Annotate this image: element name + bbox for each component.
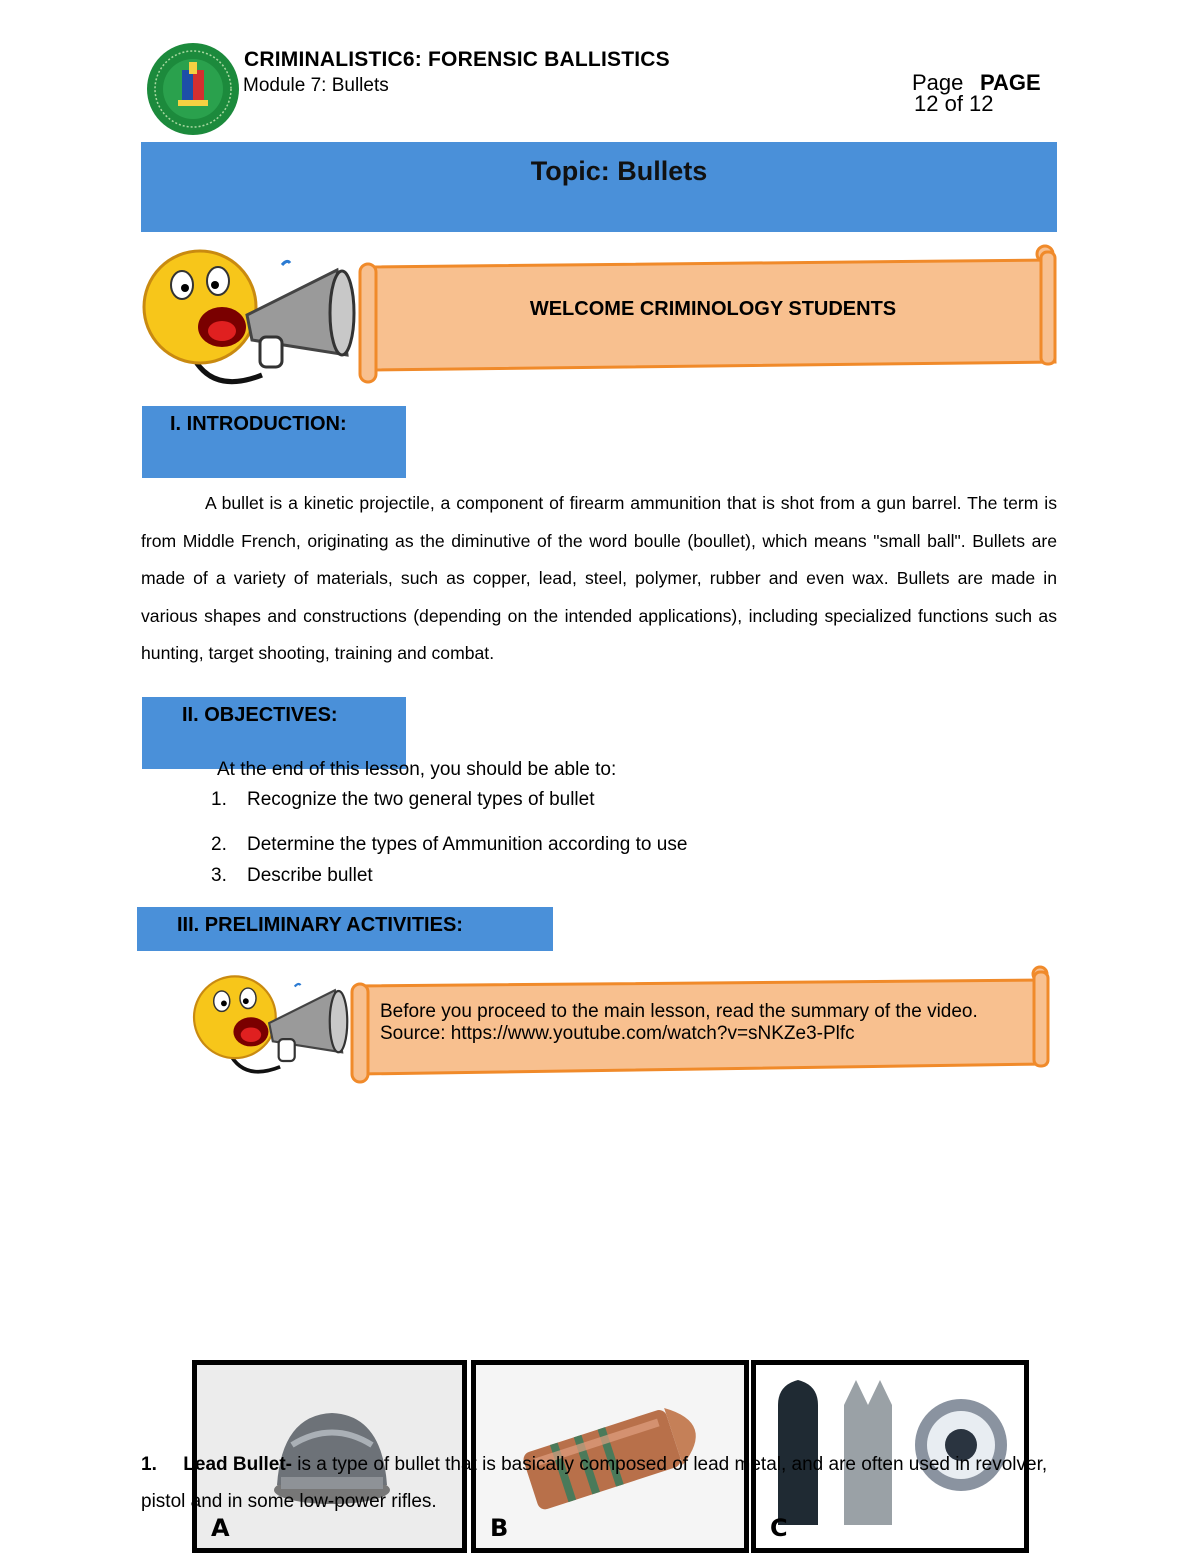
objective-text: Determine the types of Ammunition according to use — [247, 834, 688, 855]
shouting-megaphone-emoji-icon — [142, 245, 357, 393]
objective-text: Describe bullet — [247, 865, 373, 886]
video-note-instruction: Before you proceed to the main lesson, read the summary of the video. — [380, 1001, 978, 1022]
lead-bullet-description: is a type of bullet that is basically composed of lead metal, and are often used in revolver, pistol and in some low-power rifles. — [141, 1454, 1048, 1512]
photo-label-a: A — [211, 1514, 230, 1542]
introduction-paragraph: A bullet is a kinetic projectile, a component of firearm ammunition that is shot from a gun barrel. The term is from Middle French, originating as the diminutive of the word boulle (boullet), which means "small ball". Bullets are made of a variety of materials, such as copper, lead, steel, polymer, rubber and even wax. Bullets are made in various shapes and constructions (depending on the intended applications), including specialized functions such as hunting, target shooting, training and combat. — [141, 493, 1057, 663]
introduction-heading-box — [142, 406, 406, 478]
school-seal-logo — [146, 42, 240, 136]
lead-bullet-term: Lead Bullet- — [183, 1454, 292, 1475]
course-title: CRIMINALISTIC6: FORENSIC BALLISTICS — [244, 48, 670, 71]
preliminary-heading: III. PRELIMINARY ACTIVITIES: — [177, 914, 463, 936]
preliminary-heading-box — [137, 907, 553, 951]
objective-number: 3. — [211, 865, 227, 886]
objective-number: 2. — [211, 834, 227, 855]
lead-bullet-number: 1. — [141, 1454, 157, 1475]
page-label: Page — [912, 70, 964, 95]
lead-bullet-item — [141, 1446, 1059, 1520]
welcome-message: WELCOME CRIMINOLOGY STUDENTS — [529, 298, 897, 320]
shouting-megaphone-emoji-icon — [190, 972, 352, 1080]
page-field: PAGE — [980, 70, 1041, 95]
objectives-heading: II. OBJECTIVES: — [182, 704, 338, 726]
objectives-lead: At the end of this lesson, you should be able to: — [217, 759, 617, 780]
introduction-heading: I. INTRODUCTION: — [170, 413, 347, 435]
module-subtitle: Module 7: Bullets — [243, 75, 389, 96]
video-note — [380, 1001, 978, 1045]
photo-label-b: B — [490, 1514, 509, 1542]
objective-text: Recognize the two general types of bullet — [247, 789, 595, 810]
topic-title: Topic: Bullets — [530, 156, 708, 186]
objective-number: 1. — [211, 789, 227, 810]
video-source-link[interactable]: Source: https://www.youtube.com/watch?v=sNKZe3-Plfc — [380, 1023, 855, 1044]
photo-label-c: C — [770, 1514, 788, 1542]
page-count-clipped: 12 of 12 — [914, 91, 994, 116]
